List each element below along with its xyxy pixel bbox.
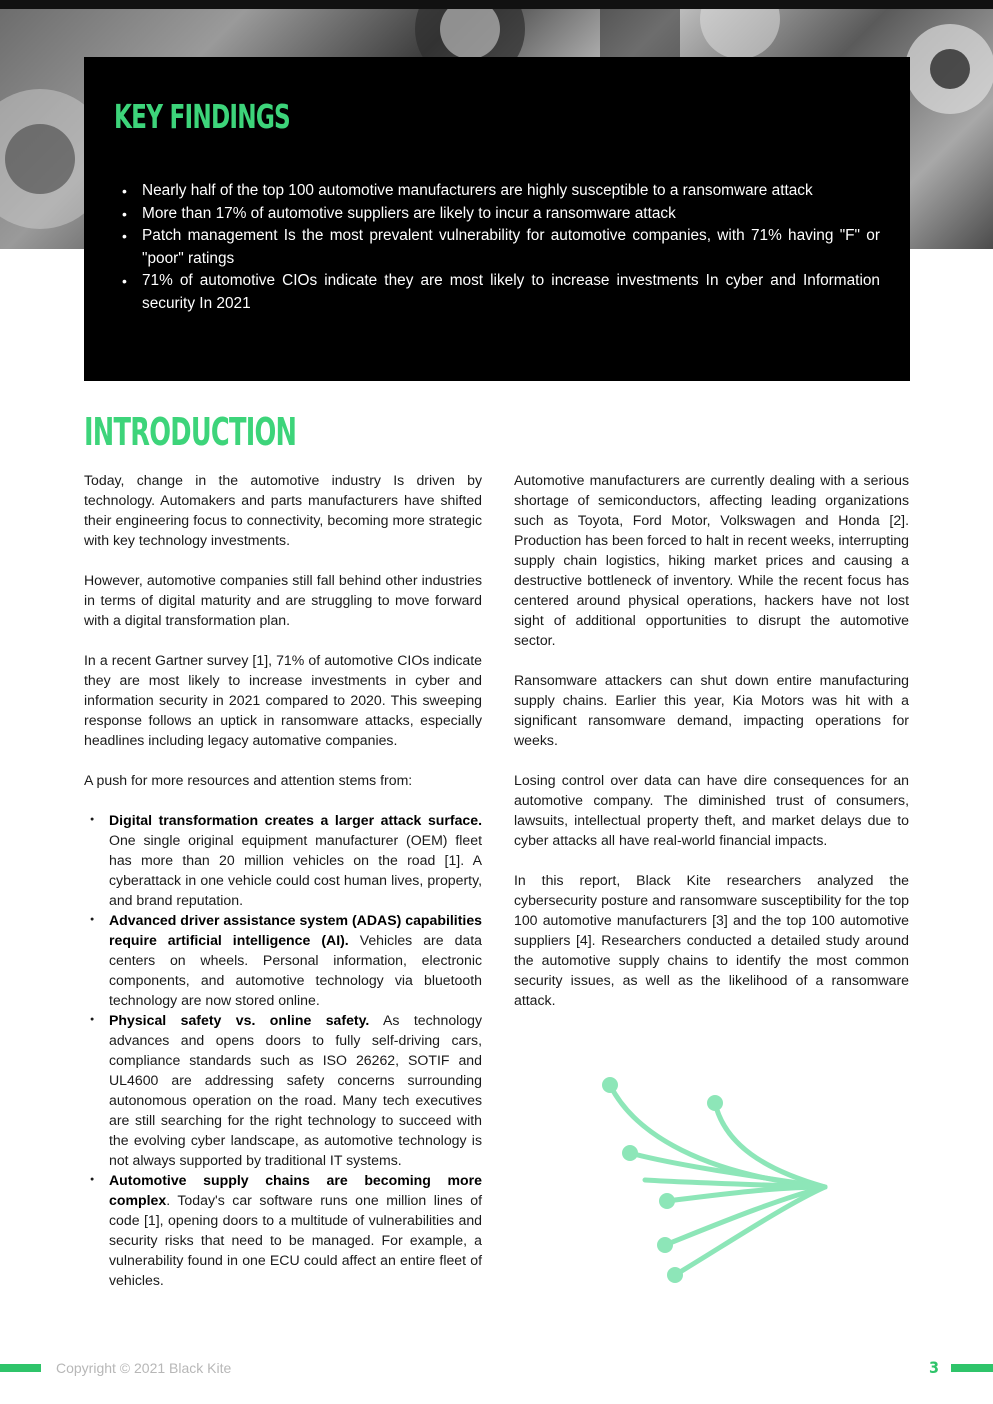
key-finding-item: • Nearly half of the top 100 automotive manufacturers are highly susceptible to a ransomware attack: [142, 180, 880, 203]
intro-paragraph: In this report, Black Kite researchers analyzed the cybersecurity posture and ransomware susceptibility for the top 100 automotive manufacturers [3] and the top 100 automotive suppliers [4]. Researchers conducted a detailed study around the automotive supply chains to identify the most common security issues, as well as the likelihood of a ransomware attack.: [514, 872, 909, 1008]
intro-bullet-text: Vehicles are data centers on wheels. Personal information, electronic components, and automotive technology via bluetooth technology are now stored online.: [109, 932, 482, 1008]
intro-paragraph: Losing control over data can have dire consequences for an automotive company. The diminished trust of consumers, lawsuits, intellectual property theft, and market delays due to cyber attacks all have real-world financial impacts.: [514, 772, 909, 848]
key-findings-title: KEY FINDINGS: [114, 97, 290, 136]
intro-bullet-list: [84, 810, 482, 1290]
intro-paragraph: However, automotive companies still fall behind other industries in terms of digital maturity and are struggling to move forward with a digital transformation plan.: [84, 572, 482, 628]
key-findings-box: [84, 57, 910, 381]
intro-bullet-item: [109, 1170, 482, 1290]
intro-bullet-text: One single original equipment manufacturer (OEM) fleet has more than 20 million vehicles on the road [1]. A cyberattack in one vehicle could cost human lives, property, and brand reputation.: [109, 832, 482, 908]
footer-copyright: Copyright © 2021 Black Kite: [56, 1360, 232, 1376]
top-bar: [0, 0, 993, 9]
key-finding-item: • More than 17% of automotive suppliers are likely to incur a ransomware attack: [142, 203, 880, 226]
intro-bullet-heading: Digital transformation creates a larger attack surface.: [109, 812, 482, 828]
intro-bullet-item: [109, 910, 482, 1010]
page-number: 3: [929, 1358, 940, 1377]
intro-bullet-heading: Automotive supply chains are becoming more complex: [109, 1172, 482, 1208]
footer-accent-left: [0, 1364, 41, 1372]
key-findings-list: [142, 180, 880, 315]
intro-paragraph: In a recent Gartner survey [1], 71% of automotive CIOs indicate they are most likely to increase investments in cyber and information security in 2021 compared to 2020. This sweeping response follows an uptick in ransomware attacks, especially headlines including legacy automative companies.: [84, 652, 482, 748]
intro-paragraph: A push for more resources and attention stems from:: [84, 772, 413, 788]
intro-bullet-text: . Today's car software runs one million lines of code [1], opening doors to a multitude of vulnerabilities and security risks that need to be managed. For example, a vulnerability found in one ECU could affect an entire fleet of vehicles.: [109, 1192, 482, 1288]
intro-right-column: [514, 470, 909, 1030]
intro-left-column: [84, 470, 482, 1290]
intro-bullet-item: [109, 810, 482, 910]
intro-paragraph: Ransomware attackers can shut down entire manufacturing supply chains. Earlier this year, Kia Motors was hit with a significant ransomware demand, impacting operations for weeks.: [514, 672, 909, 748]
introduction-title: INTRODUCTION: [84, 410, 297, 454]
intro-bullet-heading: Advanced driver assistance system (ADAS) capabilities require artificial intelligence (AI).: [109, 912, 482, 948]
intro-bullet-text: As technology advances and opens doors to fully self-driving cars, compliance standards such as ISO 26262, SOTIF and UL4600 are addressing safety concerns surrounding autonomous operation on the road. Many tech executives are still searching for the right technology to succeed with the evolving cyber landscape, as automotive technology is not always supported by traditional IT systems.: [109, 1012, 483, 1168]
key-finding-item: • Patch management Is the most prevalent vulnerability for automotive companies, with 71% having "F" or "poor" ratings: [142, 225, 880, 270]
intro-paragraph: Today, change in the automotive industry Is driven by technology. Automakers and parts manufacturers have shifted their engineering focus to connectivity, becoming more strategic with key technology investments.: [84, 472, 482, 548]
circuit-branch-icon: [575, 1065, 835, 1295]
intro-paragraph: Automotive manufacturers are currently dealing with a serious shortage of semiconductors, affecting leading organizations such as Toyota, Ford Motor, Volkswagen and Honda [2]. Production has been forced to halt in recent weeks, interrupting supply chain logistics, hiking market prices and causing a destructive bottleneck of inventory. While the recent focus has centered around physical operations, hackers have not lost sight of additional opportunities to disrupt the automotive sector.: [514, 472, 909, 648]
intro-bullet-heading: Physical safety vs. online safety.: [109, 1012, 370, 1028]
key-finding-item: • 71% of automotive CIOs indicate they are most likely to increase investments In cyber and Information security In 2021: [142, 270, 880, 315]
footer-accent-right: [951, 1364, 993, 1372]
intro-bullet-item: [109, 1010, 482, 1170]
